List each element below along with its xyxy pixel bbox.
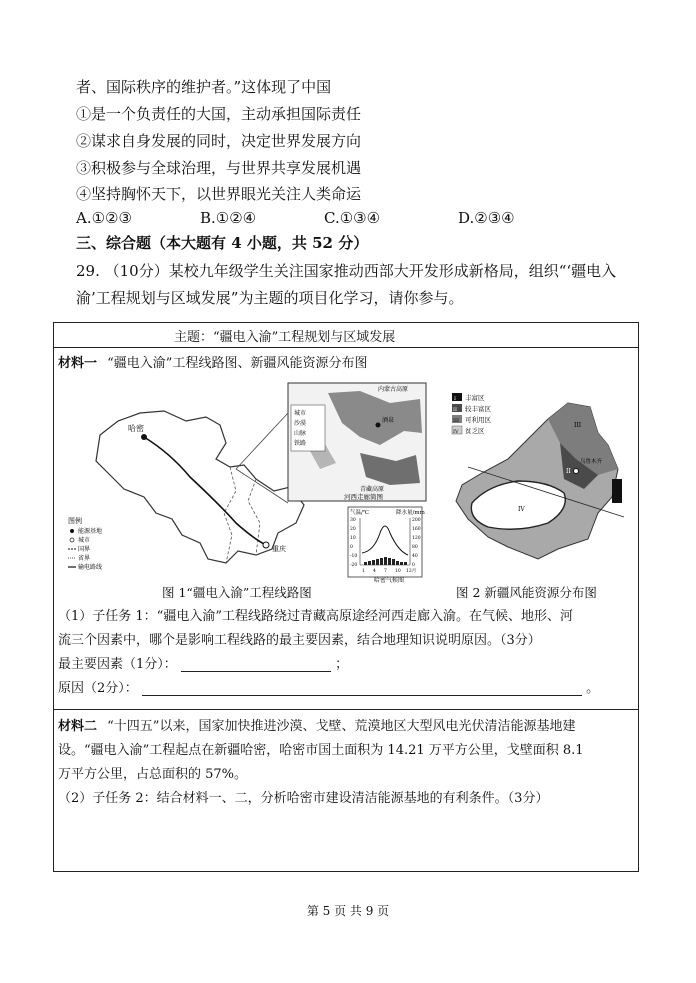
legend-rich: 丰富区	[465, 394, 485, 402]
route-map-figure	[60, 373, 430, 583]
statement-2: ②谋求自身发展的同时，决定世界发展方向	[76, 132, 362, 150]
climate-left-tick: -10	[350, 554, 358, 559]
box-title-row	[54, 323, 638, 348]
zone-mark-iv: IV	[518, 506, 525, 513]
main-factor-label: 最主要因素（1分）：	[58, 657, 177, 672]
corridor-legend-1: 城市	[294, 410, 307, 417]
city-chongqing	[263, 542, 269, 548]
corridor-inset	[288, 383, 426, 501]
fig1-legend-4: 省界	[78, 555, 91, 562]
climate-right-tick: 80	[412, 545, 418, 550]
task1-prompt-line2: 流三个因素中，哪个是影响工程线路的最主要因素，结合地理知识说明原因。（3分）	[58, 633, 541, 648]
box-title: 主题：“疆电入渝”工程规划与区域发展	[174, 330, 396, 345]
statement-4: ④坚持胸怀天下，以世界眼光关注人类命运	[76, 185, 362, 203]
material2-label: 材料二	[58, 719, 98, 734]
legend-mark-iv: IV	[453, 429, 459, 435]
legend-usable: 可利用区	[465, 416, 491, 424]
energy-base-hami	[141, 434, 147, 440]
climate-axis-right: 降水量/mm	[396, 510, 425, 516]
label-hami: 哈密	[128, 424, 144, 433]
material-divider	[54, 709, 638, 710]
continuation-line: 者、国际秩序的维护者。”这体现了中国	[76, 78, 332, 96]
task2-prompt: （2）子任务 2：结合材料一、二，分析哈密市建设清洁能源基地的有利条件。（3分）	[58, 791, 549, 806]
fig2-legend	[452, 393, 492, 435]
climate-axis-left: 气温/℃	[350, 510, 370, 516]
fig1-legend-title: 图例	[68, 517, 82, 525]
material2-line3: 万平方公里，占总面积的 57%。	[58, 767, 248, 782]
fig1-caption: 图 1“疆电入渝”工程线路图	[162, 585, 312, 600]
climate-right-tick: 120	[412, 536, 421, 541]
corridor-map-label-3: 酒泉	[382, 417, 395, 424]
legend-mark-iii: III	[453, 418, 459, 424]
corridor-inset-title: 河西走廊简图	[344, 493, 383, 501]
legend-mark-i: I	[454, 396, 456, 402]
material2-line2: 设。“疆电入渝”工程起点在新疆哈密，哈密市国土面积为 14.21 万平方公里，戈壁面积 8.1	[58, 743, 584, 758]
fig1-legend-1: 能源基地	[78, 528, 103, 535]
corridor-legend-4: 铁路	[294, 440, 307, 447]
option-a: A.①②③	[76, 209, 132, 227]
main-factor-end: ；	[335, 657, 349, 672]
corridor-map-label-1: 内蒙古高原	[378, 386, 409, 393]
climate-right-tick: 200	[412, 518, 421, 523]
climate-month-tick: 7	[384, 569, 387, 574]
question-29-intro: 29. （10分）某校九年级学生关注国家推动西部大开发形成新格局，组织“‘疆电入渝’工程规划与区域发展”为主题的项目化学习，请你参与。	[76, 262, 617, 307]
transmission-route	[144, 437, 266, 545]
fig1-legend-3: 国界	[78, 546, 91, 553]
climate-left-tick: 0	[350, 545, 353, 550]
climate-left-tick: 20	[350, 527, 356, 532]
statement-1: ①是一个负责任的大国，主动承担国际责任	[76, 105, 362, 123]
legend-poor: 贫乏区	[465, 427, 485, 435]
fig1-legend	[68, 516, 102, 571]
corridor-legend-3: 山脉	[294, 430, 307, 437]
task2-answer-area[interactable]	[58, 809, 628, 865]
climate-right-tick: 0	[412, 563, 415, 568]
climate-month-tick: 1	[362, 569, 365, 574]
climate-chart	[348, 507, 426, 583]
climate-left-tick: -20	[350, 563, 358, 568]
question-box	[53, 322, 639, 872]
material1-text: “疆电入渝”工程线路图、新疆风能资源分布图	[107, 356, 368, 371]
fig1-legend-2: 城市	[78, 537, 91, 544]
answer-options	[76, 209, 636, 229]
main-factor-row	[58, 653, 348, 672]
wind-resource-map	[448, 389, 632, 579]
climate-left-tick: 30	[350, 518, 356, 523]
reason-label: 原因（2分）：	[58, 681, 138, 696]
climate-right-tick: 160	[412, 527, 421, 532]
option-c: C.①③④	[324, 209, 381, 227]
main-factor-answer-blank[interactable]	[181, 657, 331, 672]
corridor-map-label-2: 青藏高原	[360, 486, 385, 493]
zone-mark-iii: III	[574, 422, 582, 429]
zone-mark-ii: II	[566, 468, 571, 475]
section-heading: 三、综合题（本大题有 4 小题，共 52 分）	[76, 234, 369, 252]
climate-chart-title: 哈密气候图	[374, 577, 405, 583]
reason-row	[58, 677, 599, 696]
climate-month-tick: 4	[373, 569, 376, 574]
option-b: B.①②④	[200, 209, 257, 227]
climate-right-tick: 40	[412, 554, 418, 559]
material1-label: 材料一	[58, 356, 98, 371]
material1-heading	[58, 352, 367, 371]
climate-left-tick: 10	[350, 536, 356, 541]
legend-fairly-rich: 较丰富区	[465, 405, 491, 413]
material2-line1	[58, 715, 575, 734]
reason-end: 。	[586, 681, 600, 696]
fig2-caption: 图 2 新疆风能资源分布图	[456, 585, 597, 600]
legend-mark-ii: II	[453, 407, 457, 413]
label-chongqing: 重庆	[272, 545, 286, 553]
reason-answer-blank[interactable]	[142, 681, 582, 696]
page-footer: 第 5 页 共 9 页	[306, 904, 390, 918]
corridor-legend-2: 沙漠	[294, 420, 307, 427]
option-d: D.②③④	[458, 209, 515, 227]
material2-text-1: “十四五”以来，国家加快推进沙漠、戈壁、荒漠地区大型风电光伏清洁能源基地建	[107, 719, 576, 734]
climate-month-tick: 12月	[406, 569, 417, 574]
task1-prompt-line1: （1）子任务 1：“疆电入渝”工程线路绕过青藏高原途经河西走廊入渝。在气候、地形、河	[58, 609, 573, 624]
city-urumqi: 乌鲁木齐	[580, 459, 603, 465]
fig1-legend-5: 输电路线	[78, 564, 103, 571]
statement-3: ③积极参与全球治理，与世界共享发展机遇	[76, 159, 362, 177]
climate-month-tick: 10	[395, 569, 401, 574]
